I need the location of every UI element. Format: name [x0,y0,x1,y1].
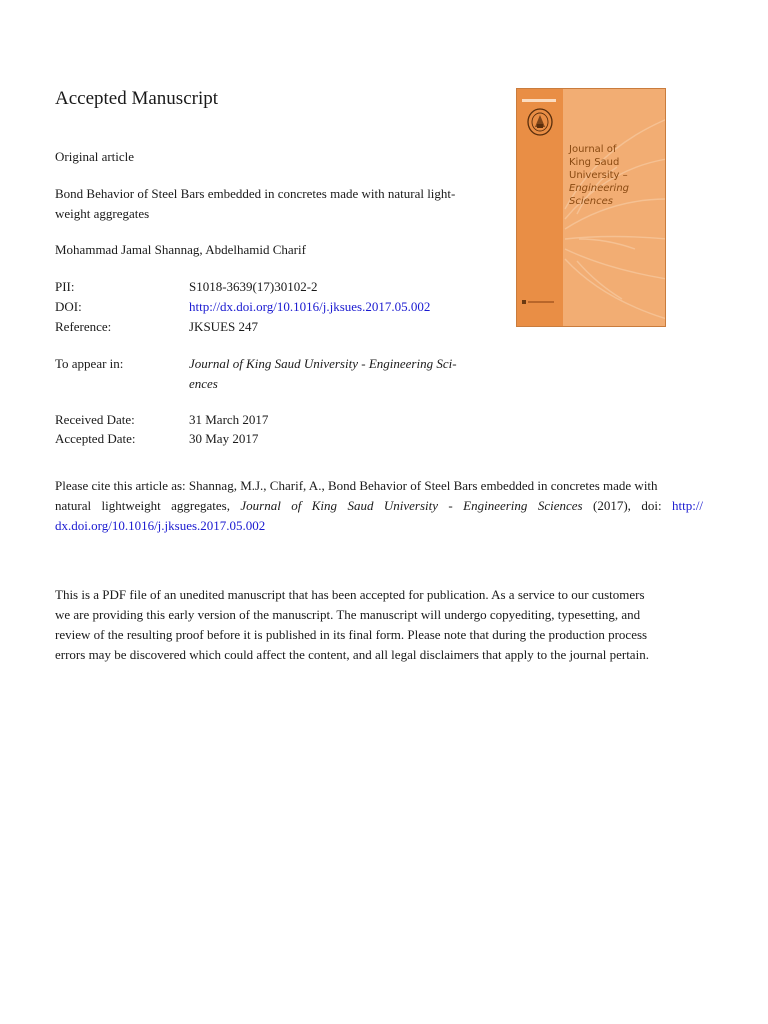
citation-doi-link-start[interactable]: http:// [671,498,703,513]
article-title [55,184,495,224]
citation-line-3 [55,516,703,536]
journal-cover-image [516,88,666,327]
citation-journal: Journal of King Saud University - Engineering Sciences [240,498,583,513]
citation-year-doi: (2017), doi: [593,498,662,513]
doi-label: DOI: [55,299,82,314]
notice-line-1: This is a PDF file of an unedited manuscript that has been accepted for publication. As a service to our customers [55,587,645,602]
notice-line-3: review of the resulting proof before it is published in its final form. Please note that during the production process [55,627,648,642]
manuscript-notice [55,585,703,665]
received-label: Received Date: [55,412,135,427]
received-value: 31 March 2017 [189,412,269,427]
article-title-line-1: Bond Behavior of Steel Bars embedded in concretes made with natural light- [55,186,456,201]
citation-doi-link-end[interactable]: dx.doi.org/10.1016/j.jksues.2017.05.002 [55,518,266,533]
appear-journal-line-1: Journal of King Saud University - Engineering Sci- [189,356,457,371]
university-seal-icon [524,107,556,137]
citation-text: natural lightweight aggregates, [55,498,230,513]
cover-publisher-footer [522,300,556,303]
notice-line-4: errors may be discovered which could affect the content, and all legal disclaimers that apply to the journal pertain. [55,647,649,662]
citation-block [55,476,703,536]
article-type: Original article [55,149,135,164]
cover-subtitle: Engineering Sciences [569,183,629,207]
citation-line-2 [55,496,703,516]
cover-title-line-2: King Saud University – [569,157,628,181]
doi-link[interactable]: http://dx.doi.org/10.1016/j.jksues.2017.05.002 [189,299,431,314]
cover-title-line-1: Journal of [569,144,617,155]
article-title-line-2: weight aggregates [55,206,150,221]
cover-title [569,143,665,208]
reference-label: Reference: [55,319,112,334]
accepted-label: Accepted Date: [55,431,136,446]
cover-footer-line [528,301,554,303]
pii-label: PII: [55,279,75,294]
reference-value: JKSUES 247 [189,319,258,334]
cover-issn-line [522,99,556,102]
article-authors: Mohammad Jamal Shannag, Abdelhamid Charif [55,242,306,257]
appear-label: To appear in: [55,356,124,371]
appear-journal [189,354,489,394]
pii-value: S1018-3639(17)30102-2 [189,279,318,294]
accepted-value: 30 May 2017 [189,431,259,446]
publisher-logo-icon [522,300,526,304]
citation-line-1: Please cite this article as: Shannag, M.J., Charif, A., Bond Behavior of Steel Bars embedded in concretes made with [55,478,658,493]
page-title: Accepted Manuscript [55,88,219,109]
notice-line-2: we are providing this early version of the manuscript. The manuscript will undergo copyediting, typesetting, and [55,607,641,622]
appear-journal-line-2: ences [189,376,218,391]
